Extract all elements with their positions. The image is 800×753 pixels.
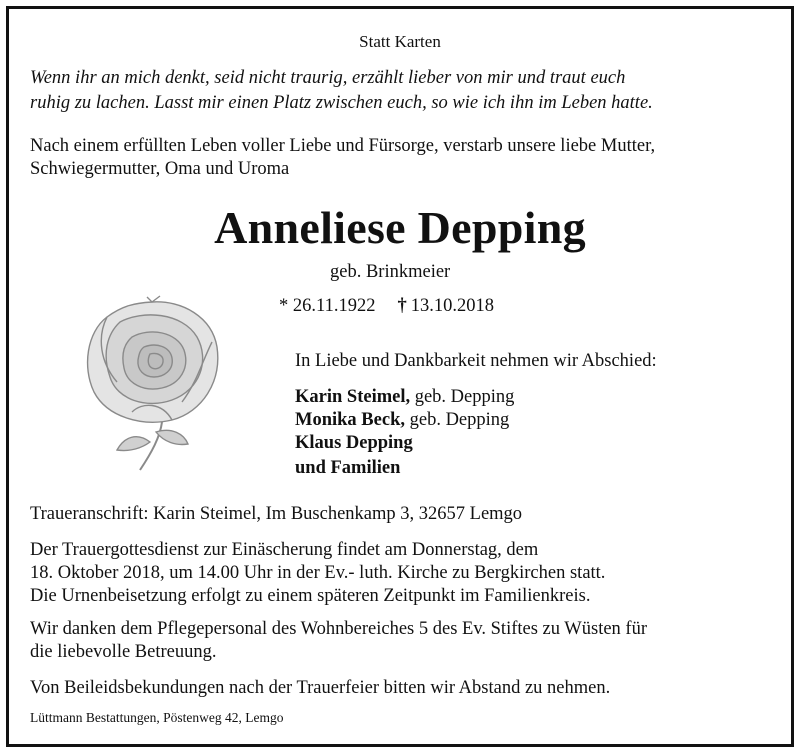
thanks-line-2: die liebevolle Betreuung. [30, 642, 217, 662]
mourner-name: Klaus Depping [295, 433, 413, 453]
mourner-note: geb. Depping [404, 410, 510, 430]
maiden-name: geb. Brinkmeier [330, 262, 451, 282]
intro-line-1: Nach einem erfüllten Leben voller Liebe und Fürsorge, verstarb unsere liebe Mutter, [30, 136, 656, 156]
mourner-4 [295, 457, 400, 480]
poem-line-2: ruhig zu lachen. Lasst mir einen Platz zwischen euch, so wie ich ihn im Leben hatte. [30, 93, 653, 113]
service-line-3: Die Urnenbeisetzung erfolgt zu einem späteren Zeitpunkt im Familienkreis. [30, 586, 591, 606]
condolences-line: Von Beileidsbekundungen nach der Trauerfeier bitten wir Abstand zu nehmen. [30, 678, 611, 698]
header-statt-karten: Statt Karten [359, 32, 441, 51]
poem-line-1: Wenn ihr an mich denkt, seid nicht traurig, erzählt lieber von mir und traut euch [30, 68, 626, 88]
address-line: Traueranschrift: Karin Steimel, Im Buschenkamp 3, 32657 Lemgo [30, 504, 523, 524]
service-line-1: Der Trauergottesdienst zur Einäscherung findet am Donnerstag, dem [30, 540, 539, 560]
rose-icon [72, 292, 232, 474]
farewell-line: In Liebe und Dankbarkeit nehmen wir Abschied: [295, 351, 657, 371]
mourner-2 [295, 409, 509, 432]
mourner-name: Monika Beck, [295, 410, 405, 430]
mourner-note: geb. Depping [410, 387, 515, 407]
mourner-1 [295, 386, 514, 409]
mourner-name: Karin Steimel, [295, 387, 411, 407]
birth-date: * 26.11.1922 [279, 296, 376, 316]
death-date: 13.10.2018 [410, 296, 494, 316]
thanks-line-1: Wir danken dem Pflegepersonal des Wohnbereiches 5 des Ev. Stiftes zu Wüsten für [30, 619, 648, 639]
deceased-name: Anneliese Depping [214, 202, 586, 253]
intro-line-2: Schwiegermutter, Oma und Uroma [30, 159, 290, 179]
footer-undertaker: Lüttmann Bestattungen, Pöstenweg 42, Lemgo [30, 710, 284, 725]
mourner-3 [295, 432, 413, 455]
mourner-name: und Familien [295, 458, 401, 478]
service-line-2: 18. Oktober 2018, um 14.00 Uhr in der Ev.- luth. Kirche zu Bergkirchen statt. [30, 563, 606, 583]
life-dates [279, 296, 494, 317]
cross-icon: † [397, 296, 407, 316]
